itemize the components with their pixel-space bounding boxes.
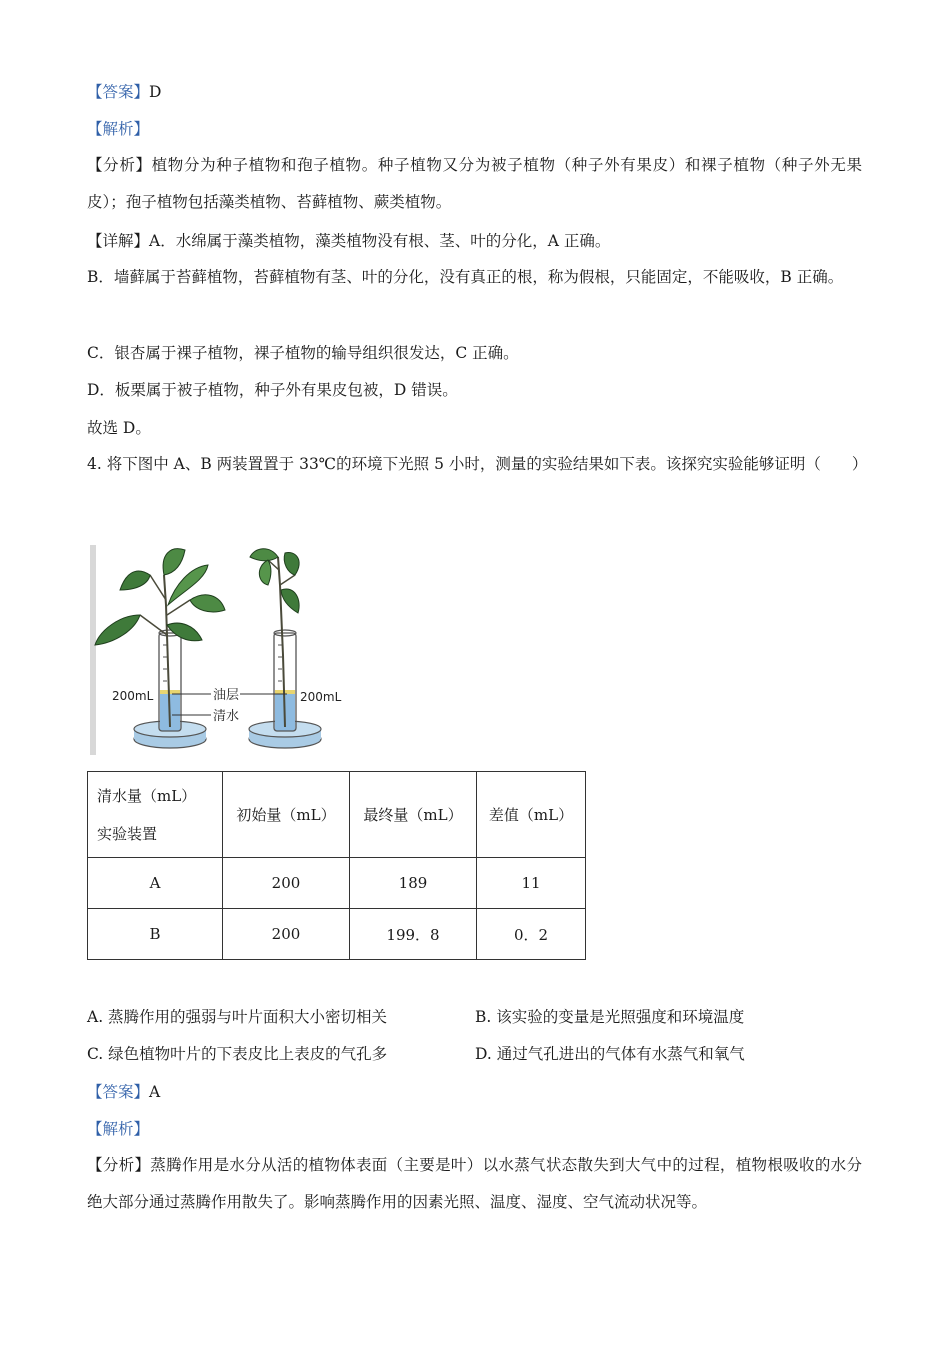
cell-diff: 0．2 [477, 909, 586, 960]
cell-device: B [88, 909, 223, 960]
cell-initial: 200 [223, 858, 350, 909]
table-row [88, 858, 586, 909]
fenxi-tag: 【分析】 [87, 156, 152, 174]
q3-detail-d: D．板栗属于被子植物，种子外有果皮包被，D 错误。 [87, 381, 458, 399]
fenxi-text: 蒸腾作用是水分从活的植物体表面（主要是叶）以水蒸气状态散失到大气中的过程，植物根吸收的水分绝大部分通过蒸腾作用散失了。影响蒸腾作用的因素光照、温度、湿度、空气流动状况等。 [87, 1156, 862, 1211]
q3-detail-c: C．银杏属于裸子植物，裸子植物的输导组织很发达，C 正确。 [87, 344, 519, 362]
analysis-tag: 【解析】 [87, 120, 150, 138]
cell-device: A [88, 858, 223, 909]
header-line2: 实验装置 [97, 824, 158, 843]
q3-detail-a [87, 231, 610, 251]
label-right-volume: 200mL [300, 690, 342, 704]
option-b: B. 该实验的变量是光照强度和环境温度 [475, 1008, 745, 1026]
q4-analysis-heading [87, 1119, 149, 1139]
label-oil: 油层 [213, 688, 240, 703]
header-final: 最终量（mL） [350, 772, 477, 858]
detail-tag: 【详解】 [87, 232, 150, 250]
header-line1: 清水量（mL） [97, 786, 197, 805]
device-a [95, 549, 225, 748]
cell-final: 189 [350, 858, 477, 909]
cell-final: 199．8 [350, 909, 477, 960]
fenxi-text: 植物分为种子植物和孢子植物。种子植物又分为被子植物（种子外有果皮）和裸子植物（种子外无果皮）；孢子植物包括藻类植物、苔藓植物、蕨类植物。 [87, 156, 862, 211]
answer-value: D [149, 83, 162, 101]
table-header-row [88, 772, 586, 858]
q3-analysis-heading [87, 119, 149, 139]
detail-a-text: A．水绵属于藻类植物，藻类植物没有根、茎、叶的分化，A 正确。 [149, 232, 611, 250]
results-table [87, 771, 586, 960]
header-diagonal-cell [88, 772, 223, 858]
label-water: 清水 [213, 709, 240, 724]
q3-answer-line [87, 82, 161, 102]
device-b [249, 549, 321, 748]
q3-conclusion: 故选 D。 [87, 419, 151, 437]
q4-answer-line [87, 1082, 160, 1102]
fenxi-tag: 【分析】 [87, 1156, 151, 1174]
header-initial: 初始量（mL） [223, 772, 350, 858]
q4-fenxi-paragraph [87, 1147, 862, 1221]
answer-tag: 【答案】 [87, 1083, 150, 1101]
label-left-volume: 200mL [112, 689, 154, 703]
option-c: C. 绿色植物叶片的下表皮比上表皮的气孔多 [87, 1045, 388, 1063]
q4-stem: 4. 将下图中 A、B 两装置置于 33℃的环境下光照 5 小时，测量的实验结果如下表。该探究实验能够证明（ ） [87, 455, 868, 473]
cell-initial: 200 [223, 909, 350, 960]
header-diff: 差值（mL） [477, 772, 586, 858]
q3-fenxi-paragraph [87, 147, 862, 221]
answer-value: A [149, 1083, 161, 1101]
table-row [88, 909, 586, 960]
experiment-figure [90, 545, 370, 755]
option-a: A. 蒸腾作用的强弱与叶片面积大小密切相关 [87, 1008, 388, 1026]
q3-detail-b: B．墙藓属于苔藓植物，苔藓植物有茎、叶的分化，没有真正的根，称为假根，只能固定，不能吸收，B 正确。 [87, 268, 844, 286]
cell-diff: 11 [477, 858, 586, 909]
answer-tag: 【答案】 [87, 83, 150, 101]
analysis-tag: 【解析】 [87, 1120, 150, 1138]
option-d: D. 通过气孔进出的气体有水蒸气和氧气 [475, 1045, 745, 1063]
test-tubes-illustration [90, 545, 370, 755]
figure-edge [90, 545, 96, 755]
